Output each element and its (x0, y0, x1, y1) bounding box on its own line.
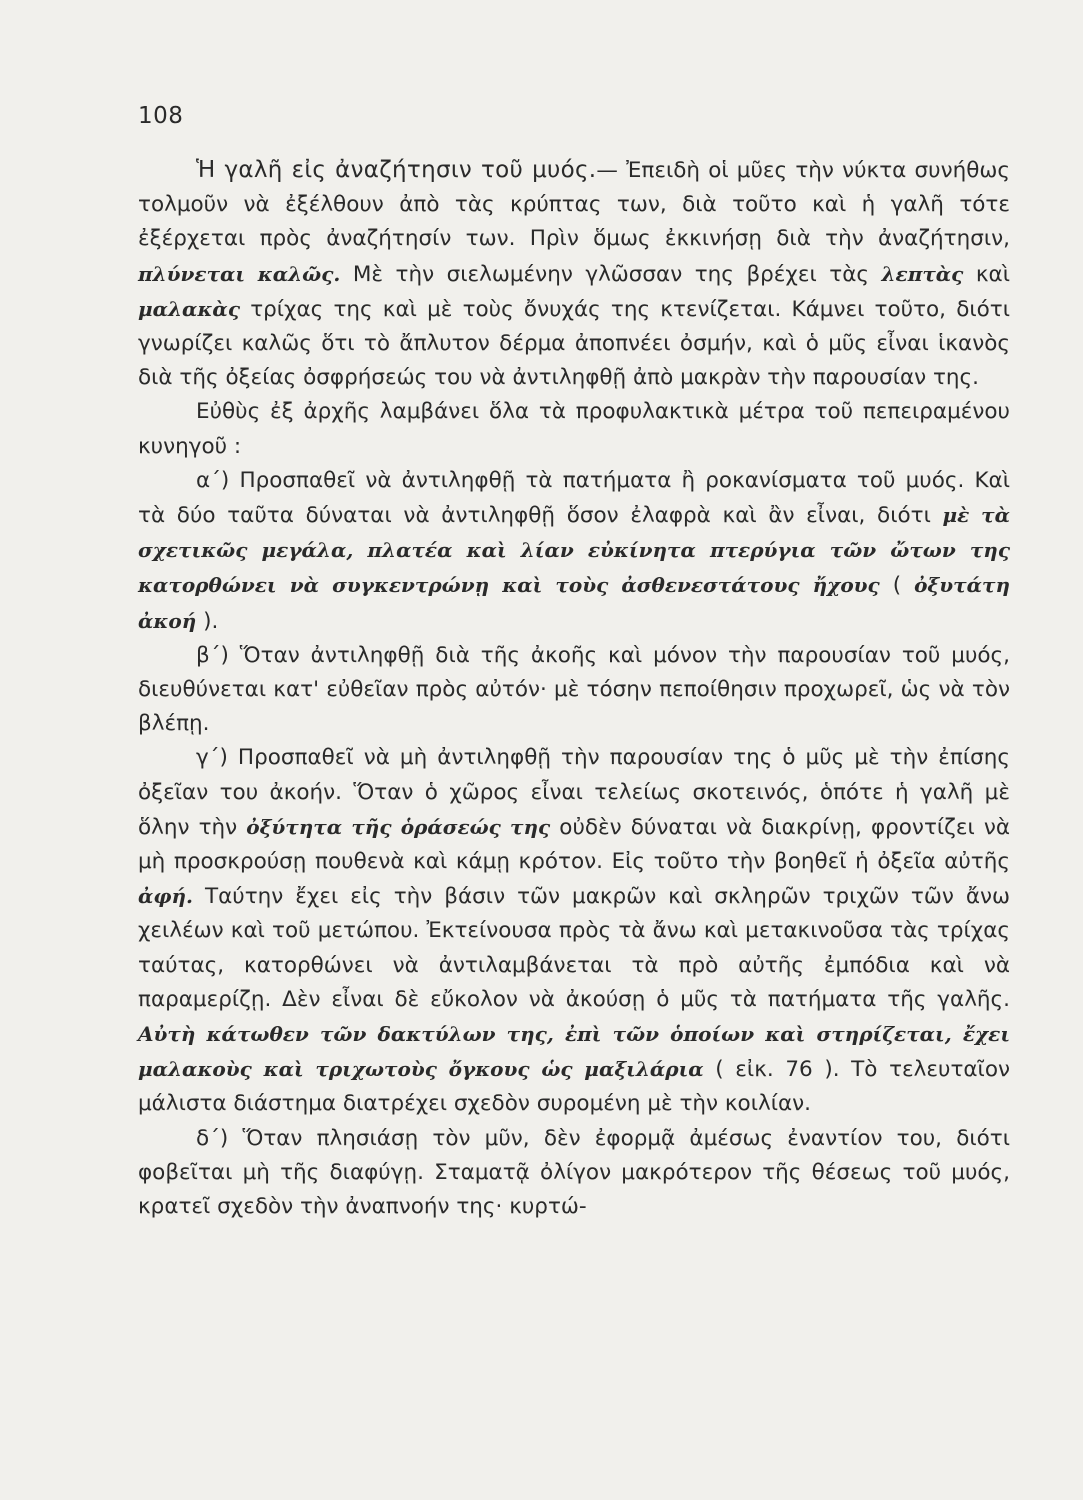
text-run: ( εἰκ. 76 ). Τὸ τελευταῖον μάλιστα διάστημα διατρέχει σχεδὸν συρομένη μὲ τὴν κοιλίαν. (138, 1057, 1010, 1117)
text-run: Μὲ τὴν σιελωμένην γλῶσσαν της βρέχει τὰς (340, 261, 882, 287)
emphasis: ὀξύτητα τῆς ὁράσεώς της (246, 814, 551, 839)
paragraph-item-b (138, 639, 1010, 742)
page-number: 108 (138, 103, 184, 129)
emphasis: ἀφή. (138, 884, 193, 909)
text-run: οὐδὲν δύναται νὰ διακρίνῃ, φροντίζει νὰ μὴ προσκρούσῃ πουθενὰ καὶ κάμῃ κρότον. Εἰς τοῦτο τὴν βοηθεῖ ἡ ὀξεῖα αὐτῆς (138, 814, 1011, 875)
emphasis: πλύνεται καλῶς. (138, 261, 341, 286)
text-run: Εὐθὺς ἐξ ἀρχῆς λαμβάνει ὅλα τὰ προφυλακτικὰ μέτρα τοῦ πεπειραμένου κυνηγοῦ : (138, 399, 1010, 459)
body-text (138, 153, 1010, 1224)
paragraph-item-a (138, 464, 1010, 639)
emphasis: μαλακὰς (138, 296, 241, 321)
text-run: ( (879, 573, 915, 599)
emphasis: Αὐτὴ κάτωθεν τῶν δακτύλων της, ἐπὶ τῶν ὁποίων καὶ στηρίζεται, ἔχει μαλακοὺς καὶ τριχωτοὺς ὄγκους ὡς μαξιλάρια (138, 1022, 1010, 1082)
text-run: α΄) Προσπαθεῖ νὰ ἀντιληφθῇ τὰ πατήματα ἢ ροκανίσματα τοῦ μυός. Καὶ τὰ δύο ταῦτα δύναται νὰ ἀντιληφθῇ ὅσον ἐλαφρὰ καὶ ἂν εἶναι, διότι (138, 467, 1010, 529)
paragraph-weasel-search (138, 153, 1010, 395)
text-run: ). (196, 608, 219, 634)
paragraph-precautions (138, 395, 1010, 463)
text-run: γ΄) Προσπαθεῖ νὰ μὴ ἀντιληφθῇ τὴν παρουσίαν της ὁ μῦς μὲ τὴν ἐπίσης ὀξεῖαν του ἀκοήν. Ὅταν ὁ χῶρος εἶναι τελείως σκοτεινός, ὁπότε ἡ γαλῆ μὲ ὅλην τὴν (138, 745, 1010, 840)
paragraph-item-d (138, 1122, 1010, 1225)
emphasis: ὀξυτάτη ἀκοή (138, 573, 1010, 633)
section-heading: Ἡ γαλῆ εἰς ἀναζήτησιν τοῦ μυός. (196, 157, 597, 183)
emphasis: λεπτὰς (881, 261, 964, 286)
text-run: Ταύτην ἔχει εἰς τὴν βάσιν τῶν μακρῶν καὶ σκληρῶν τριχῶν τῶν ἄνω χειλέων καὶ τοῦ μετώπου. Ἐκτείνουσα πρὸς τὰ ἄνω καὶ μετακινοῦσα τὰς τρίχας ταύτας, κατορθώνει νὰ ἀντιλαμβάνεται τὰ πρὸ αὐτῆς ἐμπόδια καὶ νὰ παραμερίζῃ. Δὲν εἶναι δὲ εὔκολον νὰ ἀκούσῃ ὁ μῦς τὰ πατήματα τῆς γαλῆς. (138, 884, 1010, 1012)
paragraph-item-c (138, 741, 1010, 1121)
text-run: τρίχας της καὶ μὲ τοὺς ὄνυχάς της κτενίζεται. Κάμνει τοῦτο, διότι γνωρίζει καλῶς ὅτι τὸ ἄπλυτον δέρμα ἀποπνέει ὀσμήν, καὶ ὁ μῦς εἶναι ἱκανὸς διὰ τῆς ὀξείας ὀσφρήσεώς του νὰ ἀντιληφθῇ ἀπὸ μακρὰν τὴν παρουσίαν της. (138, 296, 1010, 391)
emphasis: μὲ τὰ σχετικῶς μεγάλα, πλατέα καὶ λίαν εὐκίνητα πτερύγια τῶν ὤτων της κατορθώνει νὰ συγκεντρώνῃ καὶ τοὺς ἀσθενεστάτους ἤχους (138, 503, 1011, 598)
text-run: καὶ (963, 261, 1011, 287)
text-run: δ΄) Ὅταν πλησιάσῃ τὸν μῦν, δὲν ἐφορμᾷ ἀμέσως ἐναντίον του, διότι φοβεῖται μὴ τῆς διαφύγῃ. Σταματᾷ ὀλίγον μακρότερον τῆς θέσεως τοῦ μυός, κρατεῖ σχεδὸν τὴν ἀναπνοήν της· κυρτώ- (138, 1125, 1010, 1220)
text-run: — Ἐπειδὴ οἱ μῦες τὴν νύκτα συνήθως τολμοῦν νὰ ἐξέλθουν ἀπὸ τὰς κρύπτας των, διὰ τοῦτο καὶ ἡ γαλῆ τότε ἐξέρχεται πρὸς ἀναζήτησίν των. Πρὶν ὅμως ἐκκινήσῃ διὰ τὴν ἀναζήτησιν, (138, 158, 1010, 252)
text-run: β΄) Ὅταν ἀντιληφθῇ διὰ τῆς ἀκοῆς καὶ μόνον τὴν παρουσίαν τοῦ μυός, διευθύνεται κατ' εὐθεῖαν πρὸς αὐτόν· μὲ τόσην πεποίθησιν προχωρεῖ, ὡς νὰ τὸν βλέπῃ. (138, 642, 1010, 737)
